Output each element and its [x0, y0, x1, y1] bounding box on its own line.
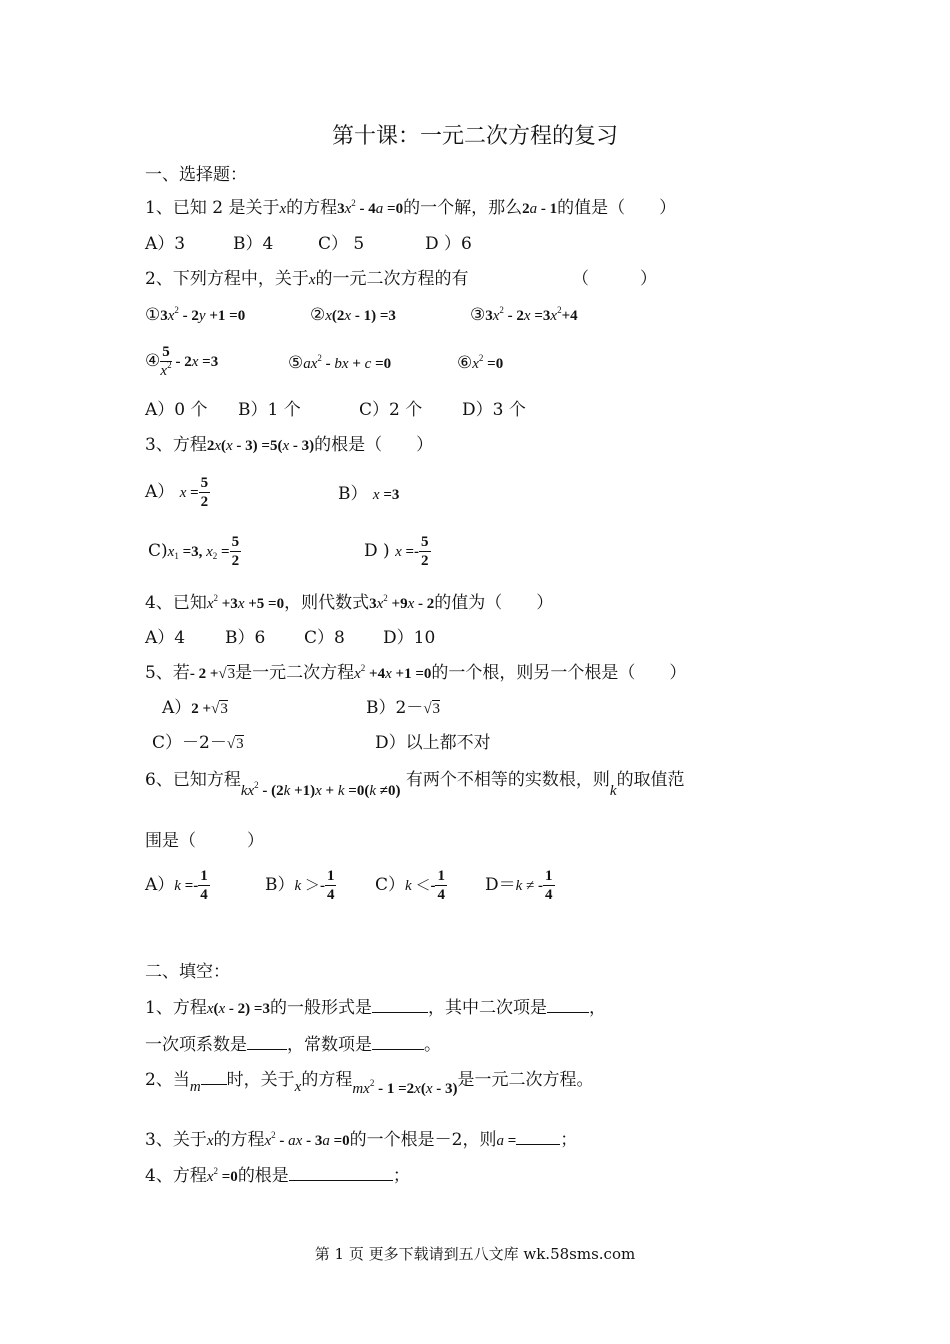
q2-option-b: B）1 个: [238, 400, 301, 420]
q2-item-3: $③3x^2 - 2x =3x^2+4$: [470, 305, 578, 325]
q2-item-2: ②x(2x - 1) =3: [310, 305, 396, 325]
fill-3: 3、关于x的方程$x^2$ - ax - 3a =0的一个根是－2，则a = ；: [145, 1130, 578, 1150]
fill-3-blank[interactable]: [516, 1128, 560, 1145]
fill-1-blank-constant[interactable]: [372, 1033, 424, 1050]
q6-option-d: D＝k ≠ - $\frac{1}{4}$: [485, 868, 553, 903]
q1-option-c: C） 5: [318, 234, 365, 254]
fill-1-line2: 一次项系数是 ，常数项是 。: [145, 1035, 441, 1055]
q1-option-a: A）3: [145, 234, 186, 254]
q2-item-6: $⑥x^2 =0$: [457, 353, 504, 373]
fill-4: 4、方程$x^2 =0$的根是 ；: [145, 1166, 410, 1186]
section-choice: 一、选择题：: [145, 165, 247, 185]
question-6: 6、已知方程$kx^2 - (2k +1)x + k =0(k \ne 0)$ 有两个不相等的实数根，则k的取值范: [145, 770, 685, 799]
q2-option-d: D）3 个: [462, 400, 526, 420]
page-footer: 第 1 页 更多下载请到五八文库 wk.58sms.com: [314, 1245, 636, 1263]
question-1: 1、已知 2 是关于x的方程$3x^2 - 4a =0$的一个解，那么2a - 1的值是（ ）: [145, 198, 677, 218]
q1-option-b: B）4: [233, 234, 274, 254]
q2-option-c: C）2 个: [359, 400, 423, 420]
q1-option-d: D ）6: [425, 234, 472, 254]
q4-option-d: D）10: [383, 628, 436, 648]
q6-line2: 围是（ ）: [145, 831, 264, 851]
q2-item-4: ④ $\frac{5}{x^2}$ - 2x =3: [145, 344, 219, 379]
q2-paren: （ ）: [572, 269, 657, 289]
q6-option-c: C）k ＜- $\frac{1}{4}$: [375, 868, 445, 903]
q2-option-a: A）0 个: [145, 400, 208, 420]
question-4: 4、已知$x^2 +3x +5 =0$，则代数式$3x^2 +9x - 2$的值为（ ）: [145, 593, 554, 613]
q3-option-d: D ) x =- $\frac{5}{2}$: [364, 534, 429, 569]
q5-option-d: D）以上都不对: [375, 733, 491, 753]
q2-item-5: $⑤ax^2$ - bx + c =0: [288, 353, 392, 373]
q3-option-c: $C)x_1 =3$, $x_2$ = $\frac{5}{2}$: [148, 534, 240, 569]
page-title: 第十课：一元二次方程的复习: [331, 124, 618, 149]
fill-1-blank-quadratic[interactable]: [547, 996, 589, 1013]
fill-1: 1、方程x(x - 2) =3的一般形式是 ，其中二次项是 ，: [145, 998, 606, 1018]
q6-option-b: B）k ＞- $\frac{1}{4}$: [265, 868, 335, 903]
question-3: 3、方程2x(x - 3) =5(x - 3)的根是（ ）: [145, 435, 434, 455]
q2-item-1: $①3x^2 - 2y +1 =0$: [145, 305, 246, 325]
q4-option-a: A）4: [145, 628, 186, 648]
fill-2: 2、当m 时，关于x的方程$mx^2 - 1 =2x(x - 3)$是一元二次方程。: [145, 1070, 594, 1097]
q4-option-b: B）6: [225, 628, 266, 648]
q5-option-c: C）－2－√3: [152, 733, 244, 753]
fill-2-blank[interactable]: [201, 1068, 227, 1085]
question-5: 5、若- 2 +√3是一元二次方程$x^2 +4x +1 =0$的一个根，则另一个根是（ ）: [145, 663, 687, 683]
q5-option-a: A）2 +√3: [162, 698, 228, 718]
fill-1-blank-general[interactable]: [372, 996, 428, 1013]
section-fill: 二、填空：: [145, 962, 230, 982]
fill-1-blank-linear-coef[interactable]: [247, 1033, 287, 1050]
q3-option-a: A） x = $\frac{5}{2}$: [145, 475, 209, 510]
q3-option-b: B） x =3: [338, 484, 400, 504]
question-2: 2、下列方程中，关于x的一元二次方程的有: [145, 269, 469, 289]
q5-option-b: B）2－√3: [366, 698, 441, 718]
fill-4-blank[interactable]: [289, 1164, 393, 1181]
q6-option-a: A）k =- $\frac{1}{4}$: [145, 868, 208, 903]
q4-option-c: C）8: [304, 628, 345, 648]
